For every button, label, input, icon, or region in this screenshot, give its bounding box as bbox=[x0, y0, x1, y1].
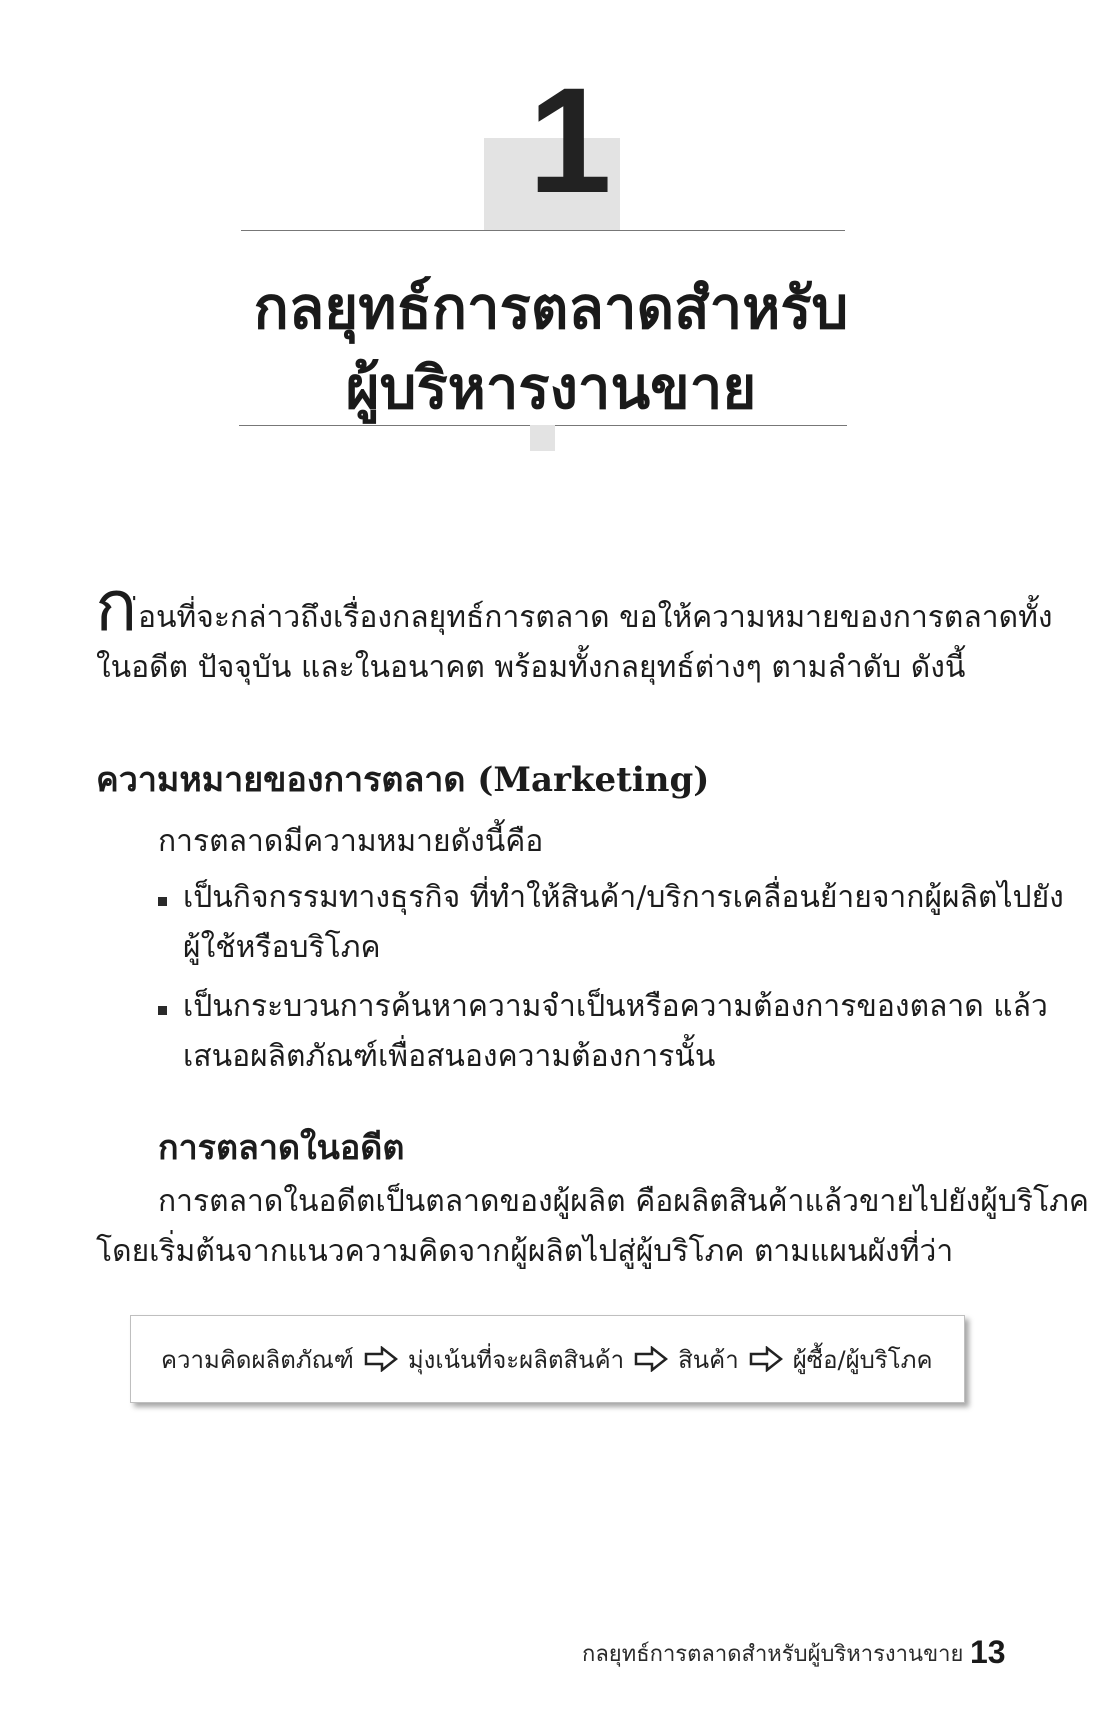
chapter-title-line-2: ผู้บริหารงานขาย bbox=[345, 354, 757, 422]
bullet-marker-2 bbox=[158, 1006, 167, 1015]
section-heading-marketing-meaning: ความหมายของการตลาด (Marketing) bbox=[96, 760, 710, 800]
intro-line-2: ในอดีต ปัจจุบัน และในอนาคต พร้อมทั้งกลยุทธ์ต่างๆ ตามลำดับ ดังนี้ bbox=[96, 650, 966, 685]
bullet-1-line-2: ผู้ใช้หรือบริโภค bbox=[183, 930, 381, 965]
hollow-right-arrow-icon bbox=[749, 1346, 783, 1372]
page-number: 13 bbox=[970, 1634, 1006, 1670]
flow-step-3: สินค้า bbox=[678, 1345, 739, 1374]
hollow-right-arrow-icon bbox=[634, 1346, 668, 1372]
flow-diagram-box bbox=[130, 1315, 965, 1403]
chapter-number: 1 bbox=[528, 56, 612, 224]
past-line-1: การตลาดในอดีตเป็นตลาดของผู้ผลิต คือผลิตสินค้าแล้วขายไปยังผู้บริโภค bbox=[158, 1184, 1089, 1219]
bullet-marker-1 bbox=[158, 897, 167, 906]
chapter-title-line-1: กลยุทธ์การตลาดสำหรับ bbox=[253, 274, 849, 342]
intro-line-1: ่อนที่จะกล่าวถึงเรื่องกลยุทธ์การตลาด ขอให้ความหมายของการตลาดทั้ง bbox=[138, 600, 1053, 635]
bullet-1-line-1: เป็นกิจกรรมทางธุรกิจ ที่ทำให้สินค้า/บริการเคลื่อนย้ายจากผู้ผลิตไปยัง bbox=[183, 880, 1064, 915]
hollow-right-arrow-icon bbox=[364, 1346, 398, 1372]
flow-step-2: มุ่งเน้นที่จะผลิตสินค้า bbox=[407, 1345, 625, 1374]
chapter-title bbox=[150, 268, 952, 428]
past-line-2: โดยเริ่มต้นจากแนวความคิดจากผู้ผลิตไปสู่ผู้บริโภค ตามแผนผังที่ว่า bbox=[96, 1234, 954, 1269]
meaning-lead: การตลาดมีความหมายดังนี้คือ bbox=[158, 824, 544, 859]
title-top-rule bbox=[241, 230, 845, 231]
running-footer-title: กลยุทธ์การตลาดสำหรับผู้บริหารงานขาย bbox=[582, 1642, 964, 1667]
title-tab-decoration bbox=[530, 425, 555, 451]
bullet-2-line-2: เสนอผลิตภัณฑ์เพื่อสนองความต้องการนั้น bbox=[183, 1039, 716, 1074]
intro-dropcap: ก bbox=[95, 565, 138, 647]
flow-step-1: ความคิดผลิตภัณฑ์ bbox=[161, 1345, 354, 1374]
section-heading-past-marketing: การตลาดในอดีต bbox=[158, 1128, 405, 1168]
flow-diagram-row bbox=[161, 1316, 933, 1402]
bullet-2-line-1: เป็นกระบวนการค้นหาความจำเป็นหรือความต้องการของตลาด แล้ว bbox=[183, 989, 1048, 1024]
flow-step-4: ผู้ซื้อ/ผู้บริโภค bbox=[792, 1345, 933, 1374]
